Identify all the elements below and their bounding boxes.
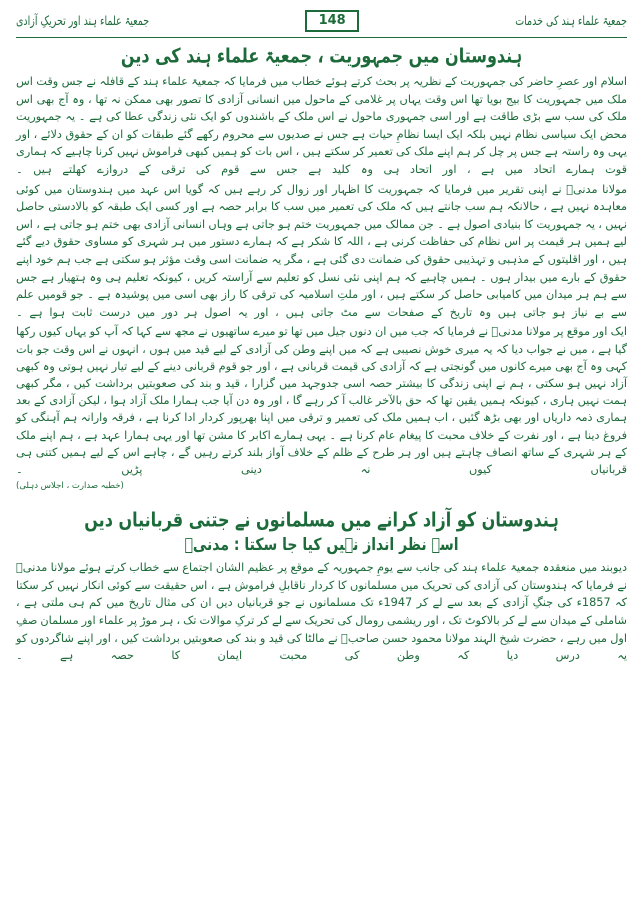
paragraph: دیوبند میں منعقدہ جمعیۃ علماء ہند کی جانب سے یومِ جمہوریہ کے موقع پر عظیم الشان اجتماع سے خطاب کرتے ہوئے مولانا مدنیؒ نے فرمایا کہ ہندوستان کی آزادی کی تحریک میں مسلمانوں کا کردار ناقابلِ فراموش ہے ، اس حقیقت سے کوئی انکار نہیں کر سکتا کہ 1857ء کی جنگِ آزادی کے بعد سے لے کر 1947ء تک مسلمانوں نے جو قربانیاں دیں ان کی مثال تاریخ میں کم ہی ملتی ہے ، شاملی کے میدان سے لے کر بالاکوٹ تک ، اور ریشمی رومال کی تحریک سے لے کر ترکِ موالات تک ، ہر موڑ پر علماء اور مسلمان صفِ اول میں رہے ، حضرت شیخ الہند مولانا محمود حسن صاحبؒ نے مالٹا کی قید و بند کی صعوبتیں برداشت کیں ، اور اپنے شاگردوں کو یہ درس دیا کہ وطن کی محبت ایمان کا حصہ ہے ۔ (16, 561, 627, 663)
page-number: 148 (305, 10, 359, 32)
paragraph: اسلام اور عصرِ حاضر کی جمہوریت کے نظریہ پر بحث کرتے ہوئے خطاب میں فرمایا کہ جمعیۃ علماء ہند کے قافلہ نے جس وقت اس ملک میں جمہوریت کا بیج بویا تھا اس وقت یہاں پر غلامی کے ماحول میں انسانی آزادی کا تصور بھی ممکن نہ تھا ، وہ آج بھی اس ملک کی سب سے بڑی طاقت ہے اور اسی جمہوری ماحول نے اس ملک کے باشندوں کو ایک نئی زندگی عطا کی ہے ۔ یہ جمہوریت محض ایک سیاسی نظام نہیں بلکہ ایک ایسا نظامِ حیات ہے جس نے صدیوں سے محروم رکھے گئے طبقات کو ان کے حقوق دلائے ، اور یہی وہ راستہ ہے جس پر چل کر ہم اپنے ملک کی تعمیر کر سکتے ہیں ، اس بات کو ہمیں کبھی فراموش نہیں کرنا چاہیے کہ ہماری قوت ہمارے اتحاد میں ہے ، اور اتحاد ہی وہ کلید ہے جس سے قوم کی ترقی کے دروازے کھلتے ہیں ۔ (16, 75, 627, 176)
section-2 (16, 507, 627, 665)
section-2-heading: ہندوستان کو آزاد کرانے میں مسلمانوں نے جتنی قربانیاں دیں (84, 507, 559, 532)
header-right-text: جمعیۃ علماء ہند کی خدمات (515, 13, 627, 29)
section-1 (16, 43, 627, 492)
section-2-subheading: اسے نظر انداز نہیں کیا جا سکتا : مدنیؒ (184, 535, 459, 555)
section-1-reference: (خطبہ صدارت ، اجلاس دہلی) (16, 481, 124, 492)
paragraph: ایک اور موقع پر مولانا مدنیؒ نے فرمایا کہ جب میں ان دنوں جیل میں تھا تو میرے ساتھیوں نے مجھ سے کہا کہ آپ کو یہاں کیوں رکھا گیا ہے ، میں نے جواب دیا کہ یہ میری خوش نصیبی ہے کہ میں اپنے وطن کی آزادی کے لیے قید میں ہوں ، انہوں نے اس وقت جو بات کہی وہ آج بھی میرے کانوں میں گونجتی ہے کہ آزادی کی قیمت قربانی ہے ، اور جو قوم قربانی دینے کے لیے تیار نہیں ہوتی وہ کبھی آزاد نہیں ہو سکتی ، ہم نے اپنی زندگی کا بیشتر حصہ اسی جدوجہد میں گزارا ، قید و بند کی صعوبتیں برداشت کیں ، مگر کبھی ہمت نہیں ہاری ، کیونکہ ہمیں یقین تھا کہ حق بالآخر غالب آ کر رہے گا ، اور وہ دن آیا جب ہمارا ملک آزاد ہوا ، لیکن آزادی کے بعد ہماری ذمہ داریاں اور بھی بڑھ گئیں ، اب ہمیں ملک کی تعمیر و ترقی میں اپنا بھرپور کردار ادا کرنا ہے ، فرقہ وارانہ ہم آہنگی کو فروغ دینا ہے ، اور نفرت کے خلاف محبت کا پیغام عام کرنا ہے ۔ یہی ہمارے اکابر کا مشن تھا اور یہی ہمارا عہد ہے ، ہم اپنے ملک کے ہر شہری کے ساتھ انصاف چاہتے ہیں اور ہر طرح کے ظلم کے خلاف آواز بلند کرتے رہیں گے ، چاہے اس کے لیے ہمیں کتنی ہی قربانیاں کیوں نہ دینی پڑیں ۔ (16, 325, 627, 476)
paragraph: مولانا مدنیؒ نے اپنی تقریر میں فرمایا کہ جمہوریت کا اظہار اور زوال کر رہے ہیں کہ گویا اس عہد میں ہندوستان میں کوئی معاہدہ نہیں ہے ، حالانکہ ہم سب جانتے ہیں کہ ملک کی تعمیر میں سب کا برابر حصہ ہے اور کسی ایک طبقہ کو بالادستی حاصل نہیں ، یہ جمہوریت کا بنیادی اصول ہے ۔ جن ممالک میں جمہوریت ختم ہو جاتی ہے وہاں انسانی آزادی بھی ختم ہو جاتی ہے ، اس لیے ہمیں ہر قیمت پر اس نظام کی حفاظت کرنی ہے ، اللہ کا شکر ہے کہ ہمارے دستور میں ہر شہری کو مساوی حقوق دیے گئے ہیں ، اور اقلیتوں کے مذہبی و تہذیبی حقوق کی ضمانت دی گئی ہے ، مگر یہ ضمانت اسی وقت مؤثر ہو سکتی ہے جب ہم خود اپنے حقوق کے بارے میں بیدار ہوں ۔ ہمیں چاہیے کہ ہم اپنی نئی نسل کو تعلیم سے آراستہ کریں ، کیونکہ تعلیم ہی وہ ہتھیار ہے جس سے ہم ہر میدان میں کامیابی حاصل کر سکتے ہیں ، اور ملتِ اسلامیہ کی ترقی کا راز بھی اسی میں پوشیدہ ہے ۔ جو قومیں علم سے بے نیاز ہو جاتی ہیں وہ تاریخ کے صفحات سے مٹ جاتی ہیں ، اور یہ اصول ہر دور میں درست ثابت ہوا ہے ۔ (16, 182, 627, 319)
header-left-text: جمعیۃ علماء ہند اور تحریکِ آزادی (16, 13, 150, 29)
section-spacer (16, 495, 627, 504)
page-header (16, 8, 627, 34)
section-1-heading: ہندوستان میں جمہوریت ، جمعیۃ علماء ہند کی دین (120, 43, 523, 68)
header-divider (16, 37, 627, 38)
